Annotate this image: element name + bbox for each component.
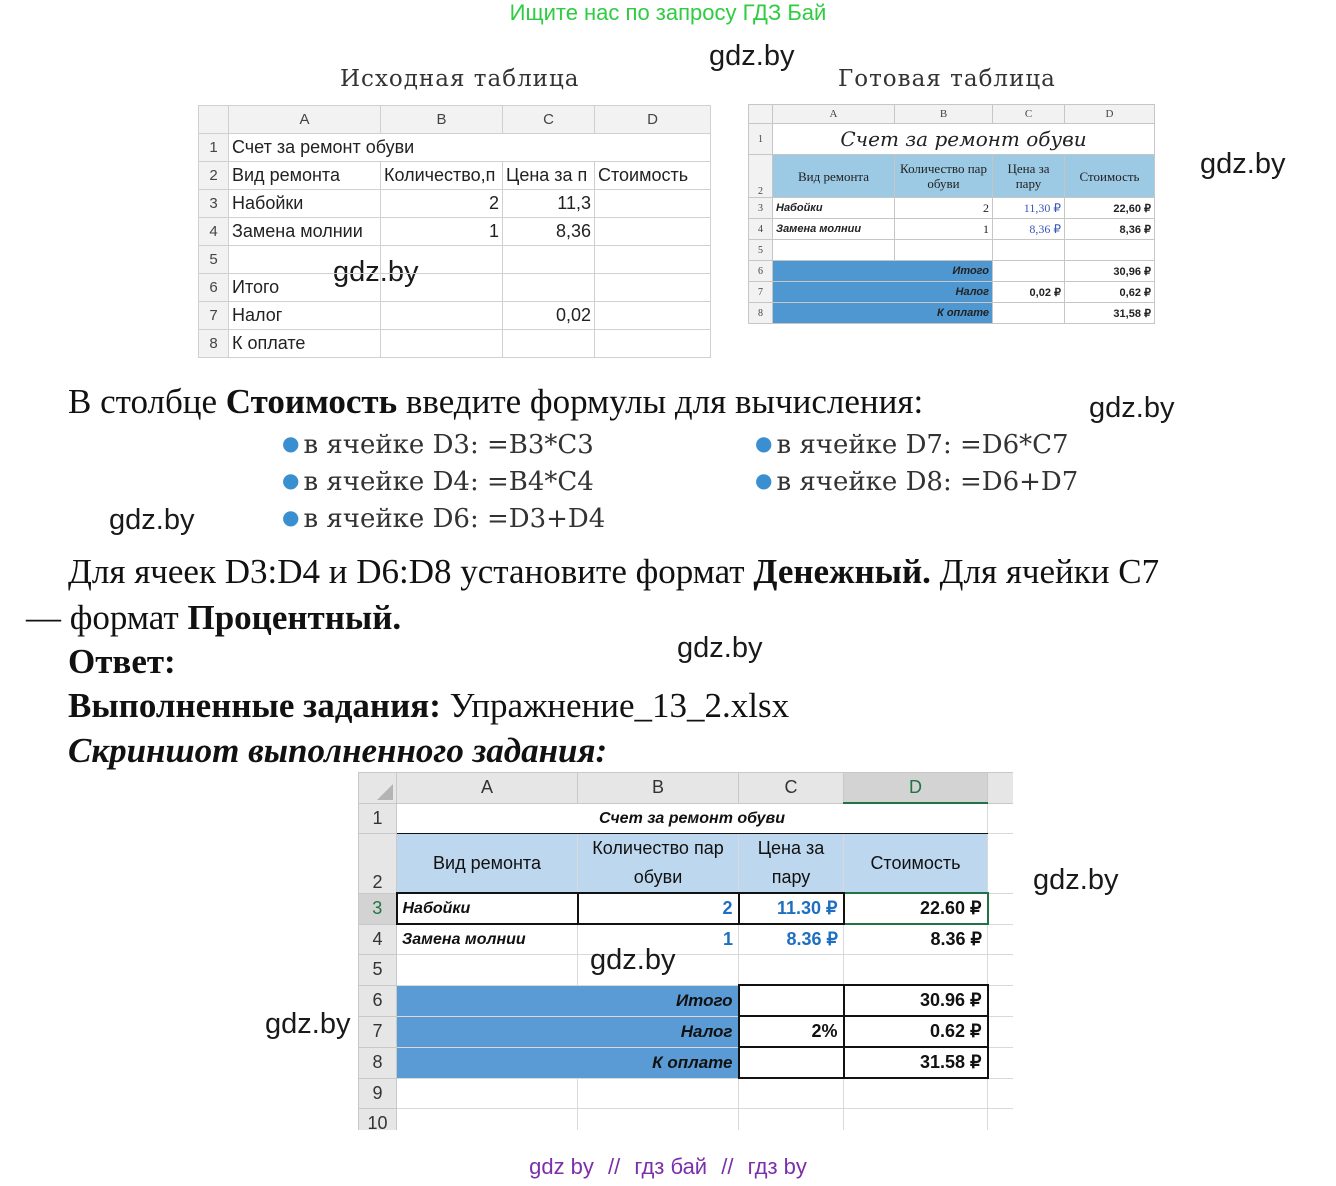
cell	[773, 240, 895, 261]
header-cell: Вид ремонта	[773, 155, 895, 198]
banner: Ищите нас по запросу ГДЗ Бай	[509, 0, 827, 25]
bullet-item	[282, 467, 594, 497]
cell[interactable]	[578, 1109, 739, 1131]
bullet-text: в ячейке D8: =D6+D7	[776, 467, 1079, 497]
format-line-1	[68, 550, 1159, 594]
done-line	[68, 684, 789, 728]
footer-link[interactable]: gdz by	[529, 1154, 594, 1179]
table-row	[359, 1047, 1014, 1078]
footer-separator: //	[608, 1154, 621, 1179]
row-number[interactable]: 9	[359, 1078, 397, 1109]
screenshot-label: Скриншот выполненного задания:	[68, 731, 608, 770]
cell[interactable]	[988, 834, 1014, 894]
cell: 1	[895, 219, 993, 240]
done-label: Выполненные задания:	[68, 686, 441, 725]
spreadsheet-grid	[358, 772, 1013, 1130]
cell[interactable]	[578, 1078, 739, 1109]
corner-cell	[749, 105, 773, 124]
header-cell: Цена за пару	[993, 155, 1065, 198]
table-row	[749, 282, 1155, 303]
bullet-item	[755, 467, 1078, 497]
bullet-text: в ячейке D4: =B4*C4	[303, 467, 594, 497]
row-number[interactable]: 8	[359, 1047, 397, 1078]
cell[interactable]	[988, 924, 1014, 955]
table-row	[749, 219, 1155, 240]
header-row	[359, 834, 1014, 894]
cell[interactable]: Набойки	[397, 893, 578, 924]
cell[interactable]: 31.58 ₽	[844, 1047, 988, 1078]
total-label: К оплате	[773, 303, 993, 324]
cell[interactable]	[988, 1078, 1014, 1109]
row-number[interactable]: 3	[359, 893, 397, 924]
cell: 8,36 ₽	[1065, 219, 1155, 240]
row-number: 7	[749, 282, 773, 303]
cell[interactable]: 0.62 ₽	[844, 1016, 988, 1047]
header-cell: Стоимость	[1065, 155, 1155, 198]
active-cell[interactable]: 22.60 ₽	[844, 893, 988, 924]
total-label[interactable]: К оплате	[397, 1047, 739, 1078]
column-header-b[interactable]: B	[578, 773, 739, 804]
format-text: — формат	[26, 598, 188, 637]
row-number[interactable]: 10	[359, 1109, 397, 1131]
done-file: Упражнение_13_2.xlsx	[440, 686, 790, 725]
table-row	[199, 274, 711, 302]
column-header: D	[595, 106, 711, 134]
cell: Цена за п	[503, 162, 595, 190]
cell: 2	[895, 198, 993, 219]
row-number[interactable]: 2	[359, 834, 397, 894]
format-line-2	[26, 596, 401, 640]
cell[interactable]	[988, 1109, 1014, 1131]
cell[interactable]	[739, 1047, 844, 1078]
row-number: 5	[199, 246, 229, 274]
header-row	[749, 155, 1155, 198]
table-row	[359, 893, 1014, 924]
cell: Количество,п	[381, 162, 503, 190]
footer	[0, 1154, 1336, 1180]
cell[interactable]	[844, 955, 988, 986]
watermark: gdz.by	[1200, 148, 1286, 180]
bullet-dot-icon: ●	[282, 505, 300, 529]
column-header: D	[1065, 105, 1155, 124]
header-cell: Количество пар обуви	[895, 155, 993, 198]
row-number: 1	[199, 134, 229, 162]
footer-link[interactable]: гдз бай	[634, 1154, 708, 1179]
column-header: A	[229, 106, 381, 134]
cell[interactable]	[739, 1109, 844, 1131]
intro-post: введите формулы для вычисления:	[397, 382, 924, 421]
table-row	[749, 261, 1155, 282]
row-number: 7	[199, 302, 229, 330]
cell	[381, 246, 503, 274]
table-row	[749, 124, 1155, 155]
watermark: gdz.by	[1033, 864, 1119, 896]
cell	[503, 330, 595, 358]
select-all-triangle-icon	[377, 784, 393, 800]
intro-pre: В столбце	[68, 382, 226, 421]
cell: 2	[381, 190, 503, 218]
cell[interactable]	[988, 955, 1014, 986]
row-number[interactable]: 5	[359, 955, 397, 986]
cell: Набойки	[773, 198, 895, 219]
cell	[993, 240, 1065, 261]
total-label[interactable]: Итого	[397, 985, 739, 1016]
cell	[381, 274, 503, 302]
header-cell[interactable]: Цена за пару	[739, 834, 844, 894]
format-bold: Процентный.	[187, 598, 402, 637]
format-bold: Денежный.	[753, 552, 931, 591]
cell[interactable]: 2	[578, 893, 739, 924]
select-all-corner[interactable]	[359, 773, 397, 804]
cell	[229, 246, 381, 274]
column-header-row	[359, 773, 1014, 804]
row-number: 4	[749, 219, 773, 240]
table-row	[359, 1078, 1014, 1109]
cell: Вид ремонта	[229, 162, 381, 190]
cell	[1065, 240, 1155, 261]
cell: Итого	[229, 274, 381, 302]
format-text: Для ячеек D3:D4 и D6:D8 установите формат	[68, 552, 754, 591]
bullet-text: в ячейке D7: =D6*C7	[776, 430, 1069, 460]
column-header: A	[773, 105, 895, 124]
cell: 0,02	[503, 302, 595, 330]
row-number: 8	[749, 303, 773, 324]
total-label: Налог	[773, 282, 993, 303]
cell	[595, 218, 711, 246]
cell[interactable]	[988, 803, 1014, 834]
cell: Замена молнии	[229, 218, 381, 246]
intro-bold: Стоимость	[225, 382, 398, 421]
table-row	[359, 985, 1014, 1016]
cell[interactable]: Замена молнии	[397, 924, 578, 955]
header-cell[interactable]: Количество пар обуви	[578, 834, 739, 894]
column-header-row	[749, 105, 1155, 124]
watermark: gdz.by	[333, 256, 419, 288]
cell	[595, 330, 711, 358]
watermark: gdz.by	[1089, 392, 1175, 424]
column-header: C	[503, 106, 595, 134]
cell[interactable]	[988, 985, 1014, 1016]
cell: Налог	[229, 302, 381, 330]
table-row	[359, 1016, 1014, 1047]
column-header-e[interactable]	[988, 773, 1014, 804]
row-number[interactable]: 6	[359, 985, 397, 1016]
cell: 11,3	[503, 190, 595, 218]
row-number[interactable]: 4	[359, 924, 397, 955]
bullet-dot-icon: ●	[755, 431, 773, 455]
table-row	[199, 330, 711, 358]
row-number[interactable]: 7	[359, 1016, 397, 1047]
column-header: B	[381, 106, 503, 134]
column-header-a[interactable]: A	[397, 773, 578, 804]
cell: 0,02 ₽	[993, 282, 1065, 303]
cell[interactable]	[844, 1109, 988, 1131]
cell[interactable]: 11.30 ₽	[739, 893, 844, 924]
cell: К оплате	[229, 330, 381, 358]
table-row	[359, 924, 1014, 955]
title-cell[interactable]: Счет за ремонт обуви	[397, 803, 988, 834]
ready-table-caption: Готовая таблица	[838, 66, 1056, 92]
row-number: 5	[749, 240, 773, 261]
table-row	[199, 162, 711, 190]
cell	[503, 246, 595, 274]
column-header: C	[993, 105, 1065, 124]
row-number: 2	[749, 155, 773, 198]
cell: Счет за ремонт обуви	[229, 134, 711, 162]
cell[interactable]	[739, 955, 844, 986]
table-row	[199, 246, 711, 274]
footer-link[interactable]: гдз by	[747, 1154, 807, 1179]
table-row	[359, 803, 1014, 834]
table-row	[359, 1109, 1014, 1131]
cell	[503, 274, 595, 302]
cell[interactable]	[397, 1078, 578, 1109]
table-row	[199, 218, 711, 246]
cell[interactable]	[397, 1109, 578, 1131]
watermark: gdz.by	[677, 632, 763, 664]
cell[interactable]	[397, 955, 578, 986]
cell: Стоимость	[595, 162, 711, 190]
cell: 8,36 ₽	[993, 219, 1065, 240]
source-table	[198, 105, 711, 358]
table-row	[749, 303, 1155, 324]
bullet-dot-icon: ●	[755, 468, 773, 492]
title-cell: Счет за ремонт обуви	[773, 124, 1155, 155]
format-text: Для ячейки C7	[930, 552, 1160, 591]
answer-label: Ответ:	[68, 642, 176, 681]
total-label: Итого	[773, 261, 993, 282]
table-row	[359, 955, 1014, 986]
cell[interactable]: 8.36 ₽	[739, 924, 844, 955]
row-number: 1	[749, 124, 773, 155]
column-header-c[interactable]: C	[739, 773, 844, 804]
cell[interactable]	[988, 1047, 1014, 1078]
row-number: 2	[199, 162, 229, 190]
cell	[595, 246, 711, 274]
bullet-dot-icon: ●	[282, 431, 300, 455]
cell[interactable]	[739, 985, 844, 1016]
table-row	[749, 240, 1155, 261]
column-header-row	[199, 106, 711, 134]
cell	[993, 261, 1065, 282]
watermark: gdz.by	[265, 1008, 351, 1040]
cell[interactable]: 8.36 ₽	[844, 924, 988, 955]
cell	[595, 190, 711, 218]
row-number[interactable]: 1	[359, 803, 397, 834]
column-header: B	[895, 105, 993, 124]
watermark: gdz.by	[109, 504, 195, 536]
excel-screenshot	[358, 772, 1013, 1130]
column-header-d[interactable]: D	[844, 773, 988, 804]
cell[interactable]: 1	[578, 924, 739, 955]
cell: 8,36	[503, 218, 595, 246]
header-cell[interactable]: Стоимость	[844, 834, 988, 894]
bullet-dot-icon: ●	[282, 468, 300, 492]
bullet-item	[755, 430, 1069, 460]
cell: 31,58 ₽	[1065, 303, 1155, 324]
table-row	[199, 134, 711, 162]
cell: 0,62 ₽	[1065, 282, 1155, 303]
cell[interactable]	[988, 1016, 1014, 1047]
cell[interactable]: 2%	[739, 1016, 844, 1047]
cell[interactable]	[844, 1078, 988, 1109]
table-row	[199, 302, 711, 330]
cell: 1	[381, 218, 503, 246]
table-row	[199, 190, 711, 218]
row-number: 6	[199, 274, 229, 302]
cell	[381, 330, 503, 358]
corner-cell	[199, 106, 229, 134]
cell	[595, 274, 711, 302]
cell: Замена молнии	[773, 219, 895, 240]
bullet-text: в ячейке D6: =D3+D4	[303, 504, 606, 534]
footer-separator: //	[721, 1154, 734, 1179]
watermark: gdz.by	[590, 944, 676, 976]
row-number: 4	[199, 218, 229, 246]
row-number: 8	[199, 330, 229, 358]
total-label[interactable]: Налог	[397, 1016, 739, 1047]
cell: 22,60 ₽	[1065, 198, 1155, 219]
cell: 30,96 ₽	[1065, 261, 1155, 282]
cell[interactable]	[988, 893, 1014, 924]
watermark: gdz.by	[709, 40, 795, 72]
cell	[993, 303, 1065, 324]
cell	[895, 240, 993, 261]
header-cell[interactable]: Вид ремонта	[397, 834, 578, 894]
cell[interactable]	[739, 1078, 844, 1109]
cell[interactable]: 30.96 ₽	[844, 985, 988, 1016]
row-number: 3	[199, 190, 229, 218]
ready-table	[748, 104, 1155, 324]
bullet-item	[282, 430, 594, 460]
cell	[381, 302, 503, 330]
row-number: 3	[749, 198, 773, 219]
bullet-text: в ячейке D3: =B3*C3	[303, 430, 594, 460]
cell	[595, 302, 711, 330]
cell: Набойки	[229, 190, 381, 218]
cell: 11,30 ₽	[993, 198, 1065, 219]
intro-line	[68, 380, 923, 424]
bullet-item	[282, 504, 605, 534]
table-row	[749, 198, 1155, 219]
source-table-caption: Исходная таблица	[340, 66, 580, 92]
row-number: 6	[749, 261, 773, 282]
